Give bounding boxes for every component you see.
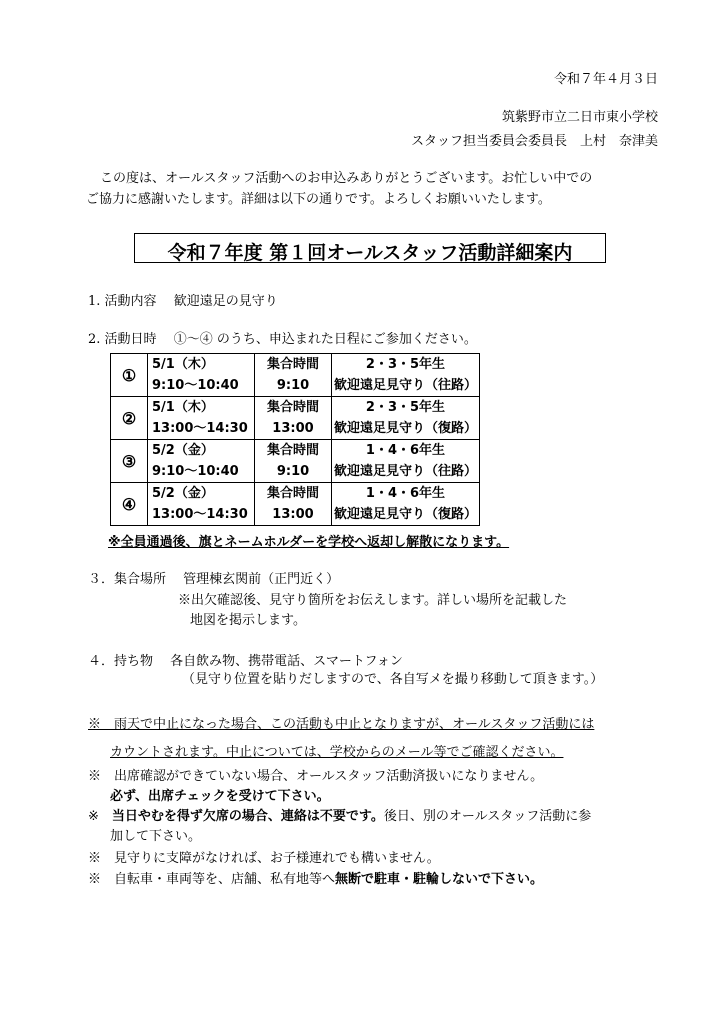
schedule-activity-cell: [332, 483, 480, 526]
intro-line-2: ご協力に感謝いたします。詳細は以下の通りです。よろしくお願いいたします。: [86, 192, 551, 207]
schedule-activity-cell: [332, 440, 480, 483]
note-attendance-line-2: 必ず、出席チェックを受けて下さい。: [110, 789, 330, 804]
item-1-label: 1. 活動内容: [88, 294, 157, 309]
note-parking-plain: ※ 自転車・車両等を、店舗、私有地等へ: [88, 872, 336, 887]
meet-label: 集合時間: [266, 400, 319, 415]
schedule-meet-cell: [255, 440, 332, 483]
meet-time: 13:00: [272, 507, 314, 522]
note-parking-bold: 無断で駐車・駐輪しないで下さい。: [335, 872, 544, 887]
schedule-activity-cell: [332, 354, 480, 397]
note-children: ※ 見守りに支障がなければ、お子様連れでも構いません。: [88, 851, 440, 866]
schedule-number: ③: [111, 440, 148, 483]
table-row: [111, 397, 480, 440]
note-rain-line-2: カウントされます。中止については、学校からのメール等でご確認ください。: [110, 745, 564, 760]
schedule-meet-cell: [255, 483, 332, 526]
table-row: [111, 483, 480, 526]
schedule-number: ②: [111, 397, 148, 440]
table-row: [111, 440, 480, 483]
meet-time: 13:00: [272, 421, 314, 436]
schedule-task: 歓迎遠足見守り（往路）: [333, 378, 477, 393]
schedule-date-cell: [148, 483, 255, 526]
item-3-note-2: 地図を掲示します。: [190, 613, 306, 628]
schedule-number: ①: [111, 354, 148, 397]
schedule-meet-cell: [255, 354, 332, 397]
sender-role: スタッフ担当委員会委員長 上村 奈津美: [410, 134, 658, 149]
schedule-date-cell: [148, 397, 255, 440]
schedule-activity-cell: [332, 397, 480, 440]
schedule-grades: 1・4・6年生: [365, 486, 446, 501]
schedule-number: ④: [111, 483, 148, 526]
intro-line-1: この度は、オールスタッフ活動へのお申込みありがとうございます。お忙しい中での: [100, 171, 593, 186]
meet-label: 集合時間: [266, 443, 319, 458]
title-box: [134, 233, 606, 263]
note-absence-bold: 当日やむを得ず欠席の場合、連絡は不要です。: [111, 809, 384, 824]
schedule-time: 13:00～14:30: [152, 507, 248, 522]
meet-time: 9:10: [276, 378, 310, 393]
schedule-task: 歓迎遠足見守り（復路）: [333, 507, 477, 522]
schedule-grades: 2・3・5年生: [365, 400, 446, 415]
meet-label: 集合時間: [266, 357, 319, 372]
table-note: ※全員通過後、旗とネームホルダーを学校へ返却し解散になります。: [108, 535, 510, 550]
schedule-meet-cell: [255, 397, 332, 440]
item-3: [88, 573, 339, 586]
note-absence-line-1: [88, 810, 591, 823]
schedule-grades: 1・4・6年生: [365, 443, 446, 458]
schedule-date: 5/2（金）: [152, 486, 214, 501]
note-parking: [88, 873, 543, 886]
note-attendance-line-1: ※ 出席確認ができていない場合、オールスタッフ活動済扱いになりません。: [88, 769, 544, 784]
item-3-label: ３．集合場所: [88, 572, 167, 587]
note-rain-line-1: ※ 雨天で中止になった場合、この活動も中止となりますが、オールスタッフ活動には: [88, 717, 595, 732]
item-1: [88, 295, 278, 308]
item-4-note: （見守り位置を貼りだしますので、各自写メを撮り移動して頂きます。）: [182, 672, 604, 687]
note-absence-mark: ※: [88, 809, 112, 824]
meet-time: 9:10: [276, 464, 310, 479]
sender-school: 筑紫野市立二日市東小学校: [501, 110, 658, 125]
letter-date: 令和７年４月３日: [553, 72, 658, 87]
meet-label: 集合時間: [266, 486, 319, 501]
item-4-value: 各自飲み物、携帯電話、スマートフォン: [170, 654, 403, 669]
schedule-date: 5/1（木）: [152, 400, 214, 415]
schedule-task: 歓迎遠足見守り（復路）: [333, 421, 477, 436]
schedule-time: 13:00～14:30: [152, 421, 248, 436]
schedule-date-cell: [148, 440, 255, 483]
schedule-task: 歓迎遠足見守り（往路）: [333, 464, 477, 479]
item-3-note-1: ※出欠確認後、見守り箇所をお伝えします。詳しい場所を記載した: [178, 593, 567, 608]
item-1-value: 歓迎遠足の見守り: [173, 294, 278, 309]
item-2-label: 2. 活動日時: [88, 332, 157, 347]
table-row: [111, 354, 480, 397]
schedule-grades: 2・3・5年生: [365, 357, 446, 372]
schedule-date: 5/1（木）: [152, 357, 214, 372]
item-2-value: ①～④ のうち、申込まれた日程にご参加ください。: [173, 332, 477, 347]
schedule-time: 9:10～10:40: [152, 378, 239, 393]
schedule-date: 5/2（金）: [152, 443, 214, 458]
item-4-label: ４．持ち物: [88, 654, 154, 669]
schedule-date-cell: [148, 354, 255, 397]
item-2: [88, 333, 477, 346]
item-4: [88, 655, 403, 668]
page-title: 令和７年度 第１回オールスタッフ活動詳細案内: [167, 242, 573, 264]
schedule-time: 9:10～10:40: [152, 464, 239, 479]
item-3-value: 管理棟玄関前（正門近く）: [183, 572, 340, 587]
note-absence-line-2: 加して下さい。: [110, 829, 202, 844]
schedule-table: [110, 353, 480, 526]
note-absence-rest: 後日、別のオールスタッフ活動に参: [383, 809, 592, 824]
